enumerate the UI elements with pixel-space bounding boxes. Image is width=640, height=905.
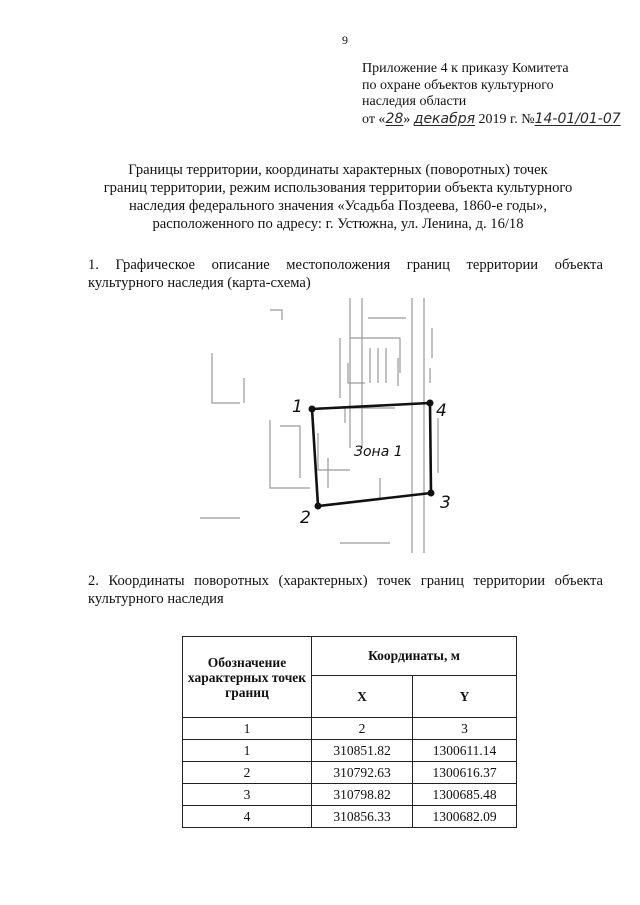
cell-point: 3: [183, 784, 312, 806]
table-row: [183, 762, 517, 784]
cell-x: 310792.63: [312, 762, 413, 784]
handwritten-day: 28: [385, 110, 404, 127]
appendix-header: [362, 61, 632, 128]
cell-y: 1300616.37: [413, 762, 517, 784]
cell-point: 1: [183, 740, 312, 762]
table-row: [183, 784, 517, 806]
title-line-1: Границы территории, координаты характерных (поворотных) точек: [128, 162, 548, 178]
boundary-point-3: [428, 490, 435, 497]
appendix-line-3: наследия области: [362, 94, 467, 109]
map-scheme-drawing: [200, 298, 460, 553]
boundary-point-2: [315, 503, 322, 510]
cell-x: 310856.33: [312, 806, 413, 828]
header-point-designation: Обозначение характерных точек границ: [183, 637, 312, 718]
cell-y: 1300685.48: [413, 784, 517, 806]
date-close-quote: »: [403, 111, 411, 127]
appendix-line-2: по охране объектов культурного: [362, 77, 554, 93]
document-title: [98, 161, 578, 233]
title-line-3: наследия федерального значения «Усадьба Поздеева, 1860-е годы»,: [128, 198, 548, 214]
table-row: [183, 740, 517, 762]
zone-label: Зона 1: [354, 444, 403, 460]
handwritten-order-number: 14-01/01-07: [534, 110, 621, 127]
point-label-3: 3: [440, 493, 451, 513]
date-prefix: от «: [362, 111, 386, 127]
point-label-4: 4: [436, 401, 447, 421]
column-number: 2: [312, 718, 413, 740]
cell-point: 2: [183, 762, 312, 784]
point-label-2: 2: [300, 508, 311, 528]
title-line-4: расположенного по адресу: г. Устюжна, ул. Ленина, д. 16/18: [152, 216, 524, 232]
cell-point: 4: [183, 806, 312, 828]
point-label-1: 1: [292, 397, 303, 417]
table-row: [183, 806, 517, 828]
title-line-2: границ территории, режим использования территории объекта культурного: [103, 180, 573, 196]
cell-y: 1300611.14: [413, 740, 517, 762]
handwritten-month: декабря: [413, 110, 476, 127]
boundary-point-1: [309, 406, 316, 413]
boundary-point-4: [427, 400, 434, 407]
cell-x: 310798.82: [312, 784, 413, 806]
coordinates-table: [182, 636, 517, 828]
column-number: 1: [183, 718, 312, 740]
year-text: 2019 г. №: [478, 111, 535, 127]
table-numbering-row: [183, 718, 517, 740]
appendix-date-line: [362, 111, 632, 129]
page-number: 9: [342, 33, 348, 47]
column-number: 3: [413, 718, 517, 740]
cell-x: 310851.82: [312, 740, 413, 762]
section-1-heading: 1. Графическое описание местоположения границ территории объекта культурного наследия (карта-схема): [88, 257, 603, 291]
map-scheme: [200, 298, 460, 553]
header-coordinates: Координаты, м: [312, 637, 517, 676]
map-background-buildings: [200, 298, 438, 553]
header-y: Y: [413, 676, 517, 718]
cell-y: 1300682.09: [413, 806, 517, 828]
section-2-heading: 2. Координаты поворотных (характерных) точек границ территории объекта культурного наследия: [88, 573, 603, 607]
appendix-line-1: Приложение 4 к приказу Комитета: [362, 61, 569, 76]
header-x: X: [312, 676, 413, 718]
